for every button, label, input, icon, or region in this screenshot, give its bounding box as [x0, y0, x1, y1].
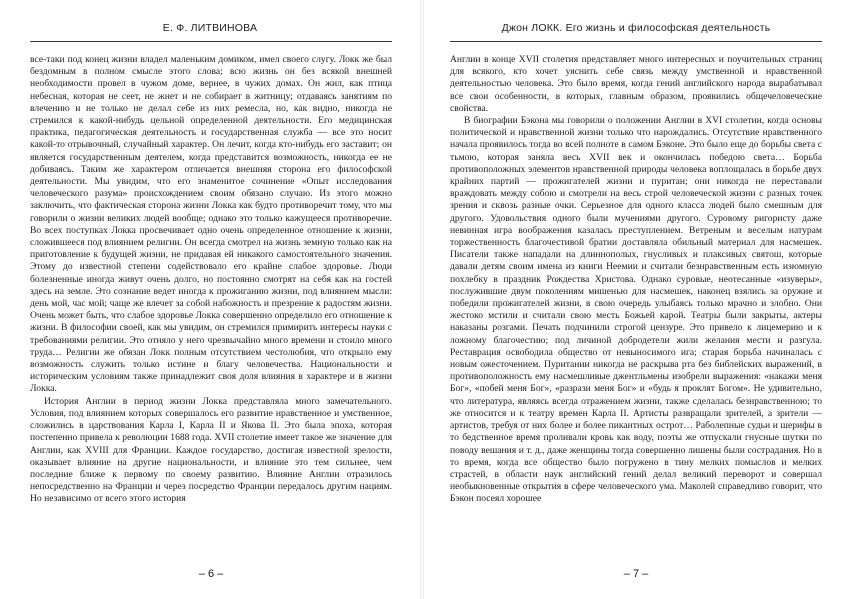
paragraph: все-таки под конец жизни владел маленьким домиком, имел своего слугу. Локк же был бездомным в полном смысле этого слова; всю жизнь он без всякой внешней необходимости провел в чужом доме, вернее, в чужих домах. Он жил, как птица небесная, которая не сеет, не жнет и не собирает в житницу; отдаваясь занятиям по влечению и не только не делал себе из них ремесла, но, как видно, никогда не стремился к какой-нибудь цельной определенной деятельности. Его медицинская практика, педагогическая деятельность и государственная служба — все это носит какой-то отрывочный, случайный характер. Он лечит, когда кто-нибудь его заставит; он является государственным деятелем, когда представится возможность, никогда ее не добиваясь. Таким же характером отличается внешняя сторона его философской деятельности. Мы увидим, что его знаменитое сочинение «Опыт исследования человеческого разума» происхождением своим обязано случаю. Из этого можно заключить, что фактическая сторона жизни Локка как будто противоречит тому, что мы говорили о жизни великих людей вообще; однако это только кажущееся противоречие. Во всех поступках Локка просвечивает одно очень определенное отношение к жизни, сложившееся под влиянием религии. Он всегда смотрел на жизнь земную только как на приготовление к будущей жизни, не придавая ей никакого самостоятельного значения. Этому до известной степени содействовало его крайне слабое здоровье. Люди болезненные иногда живут очень долго, но постоянно смотрят на себя как на гостей здесь на земле. Это сознание ведет иногда к прожиганию жизни, под влиянием мысли: день мой, час мой; чаще же влечет за собой набожность и презрение к радостям жизни. Очень может быть, что слабое здоровье Локка совершенно определило его отношение к жизни. В философии своей, как мы увидим, он стремился примирить интересы науки с требованиями религии. Это отняло у него чрезвычайно много времени и стоило много труда… Религии же обязан Локк полным отсутствием честолюбия, что открыло ему возможность служить только истине и благу человечества. Национальности и историческим условиям также принадлежит своя доля влияния в характере и в жизни Локка.	[30, 54, 392, 395]
header-rule	[450, 41, 822, 42]
paragraph: Англии в конце XVII столетия представляет много интересных и поучительных страниц для всякого, кто хочет уяснить себе связь между умственной и нравственной деятельностью человека. Это было время, когда гений английского народа вырабатывал все свои особенности, в которых, главным образом, проявились общечеловеческие свойства.	[450, 54, 822, 114]
header-rule	[30, 41, 392, 42]
paragraph: История Англии в период жизни Локка представляла много замечательного. Условия, под влиянием которых совершалось его развитие нравственное и умственное, сложились в царствования Карла I, Карла II и Якова II. Это была эпоха, которая постепенно привела к революции 1688 года. XVII столетие имеет такое же значение для Англии, как XVIII для Франции. Каждое государство, достигая известной зрелости, оказывает влияние на другие национальности, и влияние это тем сильнее, чем последние ближе к первому по своему развитию. Влияние Англии отразилось непосредственно на Франции и через посредство Франции передалось другим нациям. Но независимо от всего этого история	[30, 395, 392, 505]
right-page	[424, 0, 845, 599]
running-head-title: Джон ЛОКК. Его жизнь и философская деятельность	[501, 22, 771, 34]
page-number: – 7 –	[623, 568, 649, 580]
paragraph: В биографии Бэкона мы говорили о положении Англии в XVI столетии, когда основы политической и нравственной жизни только что нарождались. Отсутствие нравственного начала проявилось тогда во всей полноте в самом Бэконе. Это было еще до борьбы света с тьмою, которая заняла весь XVII век и окончилась победою света… Борьба противоположных элементов нравственной природы человека воплощалась в борьбе двух крайних партий — прожигателей жизни и пуритан; они никогда не переставали враждовать между собою и смотрели на весь строй человеческой жизни с разных точек зрения и сквозь разные очки. Серьезное для одного класса людей было смешным для другого. Удовольствия одного были мучениями другого. Суровому ригористу даже невинная игра воображения казалась преступлением. Ветреным и веселым натурам торжественность благочестивой братии доставляла обильный материал для насмешек. Писатели также нападали на длиннополых, гнусливых и плаксивых святош, которые давали детям своим имена из книги Неемии и считали безнравственным есть изюмную похлебку в праздник Рождества Христова. Однако суровые, неотесанные «изуверы», послужившие двум поколениям мишенью для насмешек, наконец взялись за оружие и победили прожигателей жизни, в свою очередь улыбаясь только мрачно и злобно. Они жестоко мстили и считали свою месть Божьей карой. Театры были закрыты, актеры наказаны розгами. Печать подчинили строгой цензуре. Это привело к лицемерию и к ложному благочестию; под личиной добродетели жили желания мести и разгула. Реставрация освободила общество от невыносимого ига; старая борьба начиналась с новым ожесточением. Пуритании никогда не раскрыва рта без библейских выражений, в противоположность ему насмешливые джентльмены изобрели выражения: «накажи меня Бог», «побей меня Бог», «разрази меня Бог» и «будь я проклят Богом». Не удивительно, что литература, являясь всегда отражением жизни, также сделалась безнравственною; то же относится и к театру времен Карла II. Артисты развращали зрителей, а зрители — артистов, требуя от них более и более пикантных острот… Раболепные судьи и шерифы в то бедственное время проливали кровь как воду, поэты же отпускали гнусные шутки по поводу вешания и т. д., даже женщины тогда совершенно лишены были сострадания. Но в то время, когда все общество было погружено в тину мелких помыслов и мелких страстей, в области наук английский гений делал великий переворот и совершал необыкновенные открытия в сфере человеческого ума. Маколей справедливо говорит, что Бэкон посеял хорошее	[450, 115, 822, 505]
left-page-body	[30, 54, 392, 506]
page-number: – 6 –	[198, 568, 224, 580]
right-page-body	[450, 54, 822, 506]
running-head-author: Е. Ф. ЛИТВИНОВА	[162, 22, 258, 34]
left-page	[0, 0, 420, 599]
